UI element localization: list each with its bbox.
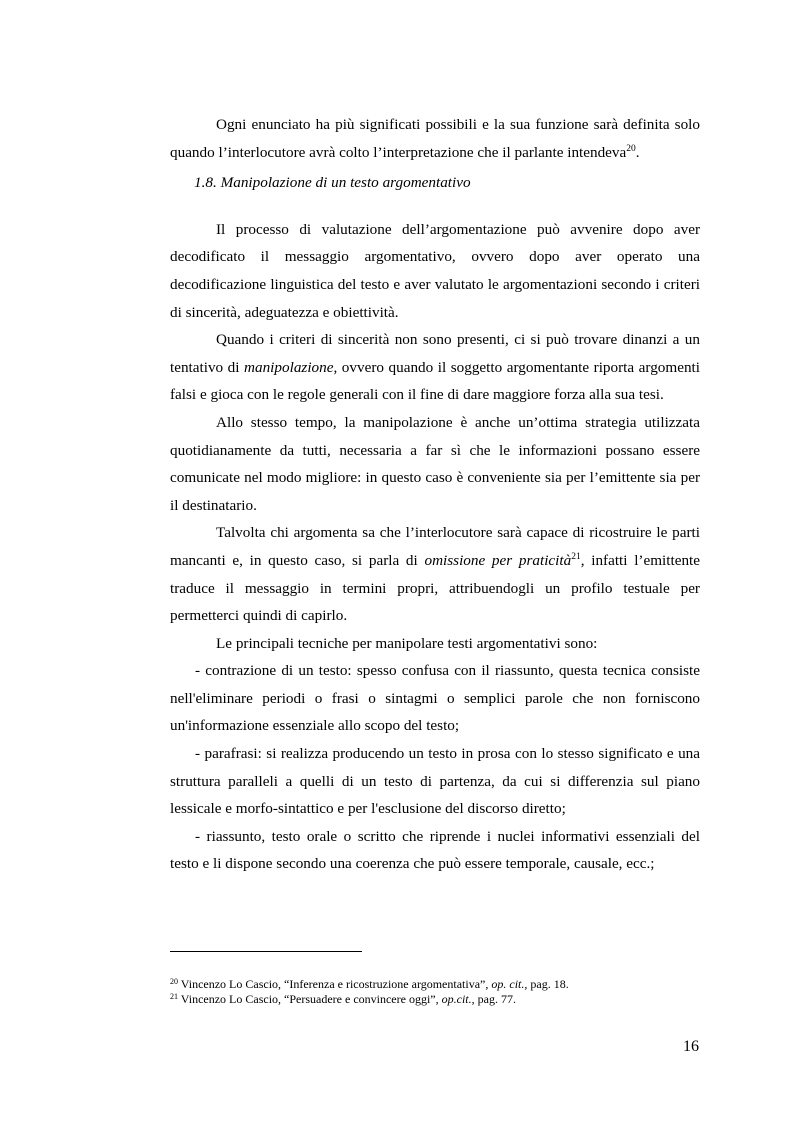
footnote-text: Vincenzo Lo Cascio, “Inferenza e ricostruzione argomentativa”,	[178, 977, 492, 991]
footnote-ref-21[interactable]: 21	[571, 551, 581, 562]
paragraph-2: Il processo di valutazione dell’argomentazione può avvenire dopo aver decodificato il messaggio argomentativo, ovvero dopo aver operato una decodificazione linguistica del testo e aver valutato le argomentazioni secondo i criteri di sincerità, adeguatezza e obiettività.	[170, 220, 700, 321]
page-number: 16	[683, 1038, 699, 1055]
paragraph-5	[170, 519, 700, 629]
paragraph-6: Le principali tecniche per manipolare testi argomentativi sono:	[216, 634, 598, 652]
paragraph-1	[170, 111, 700, 166]
footnote-emphasis: op. cit.	[491, 977, 525, 991]
list-item-riassunto: - riassunto, testo orale o scritto che riprende i nuclei informativi essenziali del testo e li dispone secondo una coerenza che può essere temporale, causale, ecc.;	[170, 827, 700, 873]
paragraph-1-text: Ogni enunciato ha più significati possibili e la sua funzione sarà definita solo quando l’interlocutore avrà colto l’interpretazione che il parlante intendeva	[170, 116, 700, 161]
paragraph-3-text-b: , ovvero quando il soggetto argomentante riporta argomenti falsi e gioca con le regole generali con il fine di dare maggiore forza alla sua tesi.	[170, 358, 700, 404]
list-item-contrazione: - contrazione di un testo: spesso confusa con il riassunto, questa tecnica consiste nell'eliminare periodi o frasi o sintagmi o semplici parole che non forniscono un'informazione essenziale allo scopo del testo;	[170, 662, 700, 735]
footnote-20	[170, 977, 730, 992]
footnote-ref-20[interactable]: 20	[626, 143, 636, 154]
list-item-parafrasi: - parafrasi: si realizza producendo un testo in prosa con lo stesso significato e una struttura paralleli a quelli di un testo di partenza, da cui si differenzia sul piano lessicale e morfo-sintattico e per l'esclusione del discorso diretto;	[170, 745, 700, 818]
footnote-separator	[170, 951, 362, 952]
paragraph-4: Allo stesso tempo, la manipolazione è anche un’ottima strategia utilizzata quotidianamente da tutti, necessaria a far sì che le informazioni possano essere comunicate nel modo migliore: in questo caso è conveniente sia per l’emittente sia per il destinatario.	[170, 413, 700, 514]
paragraph-5-emphasis: omissione per praticità	[424, 551, 572, 569]
footnote-number: 20	[170, 977, 178, 986]
footnote-emphasis: op.cit.	[441, 992, 472, 1006]
paragraph-1-end: .	[635, 143, 640, 161]
paragraph-3-text-a: Quando i criteri di sincerità non sono presenti, ci si può trovare dinanzi a un tentativo di	[170, 331, 700, 376]
paragraph-5-text-a: Talvolta chi argomenta sa che l’interlocutore sarà capace di ricostruire le parti mancanti e, in questo caso, si parla di	[170, 524, 700, 569]
page-body	[170, 111, 700, 878]
footnote-text: Vincenzo Lo Cascio, “Persuadere e convincere oggi”,	[178, 992, 442, 1006]
paragraph-3-emphasis: manipolazione	[244, 358, 334, 376]
paragraph-5-text-b: , infatti l’emittente traduce il messaggio in termini propri, attribuendogli un profilo testuale per permetterci quindi di capirlo.	[170, 551, 701, 625]
footnote-21	[170, 992, 730, 1007]
paragraph-3	[170, 326, 700, 409]
footnotes	[170, 977, 730, 1007]
section-heading: 1.8. Manipolazione di un testo argomentativo	[194, 174, 471, 192]
footnote-text-end: , pag. 18.	[524, 977, 569, 991]
footnote-number: 21	[170, 992, 178, 1001]
footnote-text-end: , pag. 77.	[471, 992, 516, 1006]
